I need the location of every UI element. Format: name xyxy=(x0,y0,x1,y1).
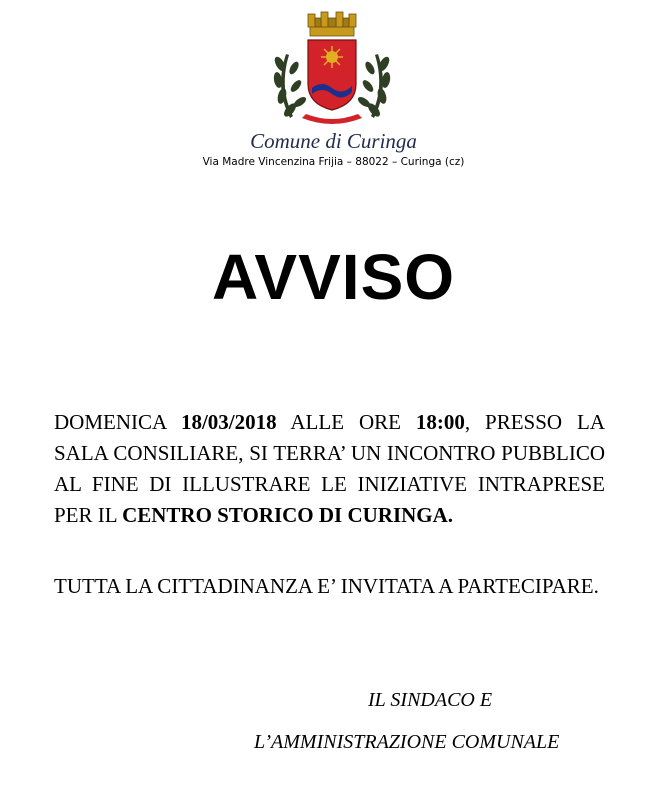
municipality-name: Comune di Curinga xyxy=(250,129,417,153)
notice-text: , PRESSO LA SALA CONSILIARE, SI TERRA’ UN INCONTRO PUBBLICO AL FINE DI ILLUSTRARE LE INIZIATIVE INTRAPRESE PER IL xyxy=(54,410,605,527)
event-topic: CENTRO STORICO DI CURINGA. xyxy=(122,503,454,527)
notice-paragraph-1 xyxy=(54,407,605,531)
coat-of-arms-icon xyxy=(272,6,392,130)
municipality-address: Via Madre Vincenzina Frijia – 88022 – Curinga (cz) xyxy=(202,156,465,168)
event-time: 18:00 xyxy=(415,410,465,434)
signature-line-2: L’AMMINISTRAZIONE COMUNALE xyxy=(254,731,560,753)
notice-text: ALLE ORE xyxy=(276,410,416,434)
signature-line-1: IL SINDACO E xyxy=(368,689,493,711)
notice-paragraph-2: TUTTA LA CITTADINANZA E’ INVITATA A PARTECIPARE. xyxy=(54,574,599,598)
notice-title: AVVISO xyxy=(211,241,456,313)
event-date: 18/03/2018 xyxy=(180,410,277,434)
notice-text: DOMENICA xyxy=(54,410,181,434)
